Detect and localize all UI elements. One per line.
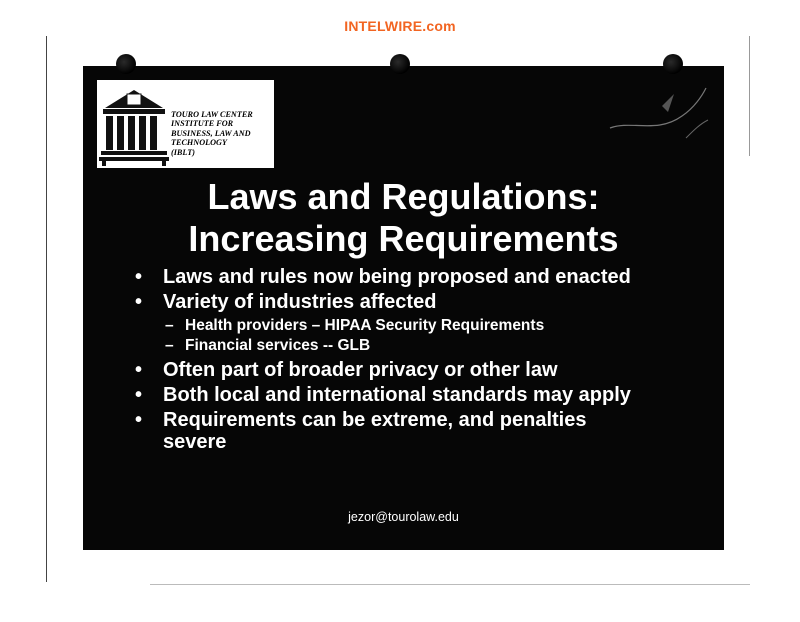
bullet-dot-icon: •: [135, 291, 143, 313]
watermark: INTELWIRE.com: [344, 18, 456, 34]
logo-text: [171, 110, 271, 157]
scribble-decoration: [602, 76, 712, 146]
bullet-dot-icon: •: [135, 359, 143, 381]
logo-line: INSTITUTE FOR: [171, 119, 234, 129]
bullet-item: [135, 266, 715, 288]
logo-line: TOURO LAW CENTER: [171, 110, 253, 119]
page-edge-line: [46, 36, 47, 582]
binder-hole: [663, 54, 683, 74]
bullet-dot-icon: •: [135, 266, 143, 288]
slide-title: [83, 176, 724, 260]
binder-hole: [116, 54, 136, 74]
title-line: Increasing Requirements: [188, 218, 619, 259]
bullet-dot-icon: •: [135, 409, 143, 431]
courthouse-icon: [99, 84, 169, 166]
bullet-text: Laws and rules now being proposed and enacted: [163, 266, 631, 288]
footer-email: jezor@tourolaw.edu: [348, 510, 459, 524]
sub-bullet-item: [145, 336, 715, 356]
logo-line: TECHNOLOGY: [171, 138, 227, 148]
dash-icon: –: [165, 337, 174, 354]
bullet-item: [135, 384, 715, 406]
sub-bullet-text: Financial services -- GLB: [185, 337, 371, 354]
slide: [83, 66, 724, 550]
binder-hole: [390, 54, 410, 74]
bullet-text: Both local and international standards may apply: [163, 384, 631, 406]
sub-bullet-item: [145, 316, 715, 336]
bullet-dot-icon: •: [135, 384, 143, 406]
title-line: Laws and Regulations:: [207, 176, 600, 217]
sub-bullet-text: Health providers – HIPAA Security Requirements: [185, 317, 545, 334]
page-bottom-line: [150, 584, 750, 585]
bullet-list: [135, 266, 715, 456]
bullet-item: [135, 359, 715, 381]
dash-icon: –: [165, 317, 174, 334]
logo-line: BUSINESS, LAW AND: [171, 128, 251, 138]
bullet-text: Requirements can be extreme, and penalties severe: [163, 409, 587, 453]
bullet-item: [135, 291, 715, 313]
bullet-item: [135, 409, 623, 453]
logo-line: (IBLT): [171, 147, 195, 157]
page-edge-line-right: [749, 36, 750, 156]
bullet-text: Often part of broader privacy or other law: [163, 359, 558, 381]
bullet-text: Variety of industries affected: [163, 291, 437, 313]
logo: [97, 80, 274, 168]
